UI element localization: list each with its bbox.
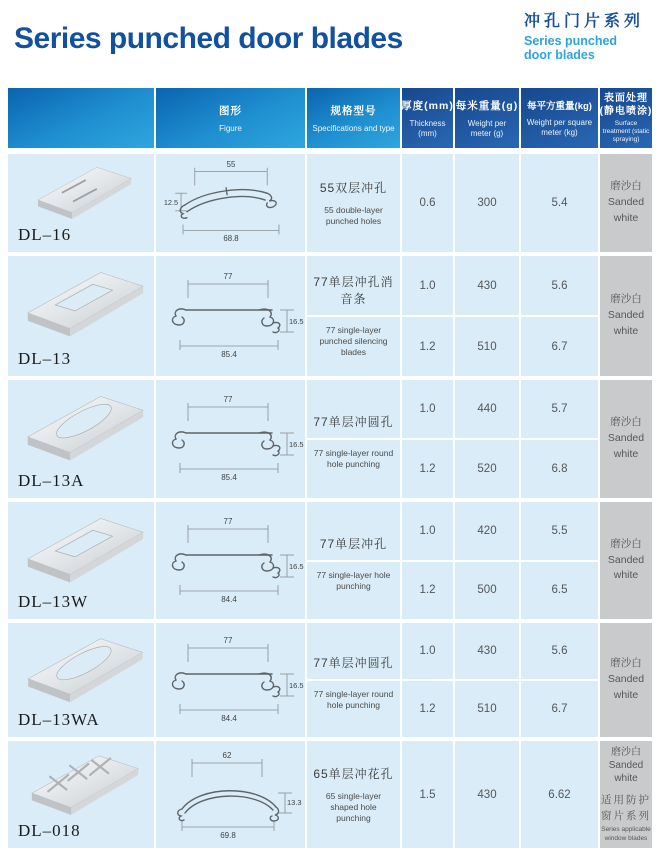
table-row (8, 741, 652, 848)
cross-section-cell (156, 741, 305, 848)
dim-top: 77 (223, 395, 233, 404)
dim-bottom: 84.4 (221, 594, 237, 604)
product-name: DL–13 (18, 349, 72, 368)
dim-side: 12.5 (163, 197, 179, 207)
product-photo-cell (8, 741, 154, 848)
weight-per-sqm-value: 6.8 (521, 438, 598, 498)
surface-cell (600, 380, 652, 498)
spec-en: 65 single-layer shaped hole punching (325, 790, 382, 824)
weight-per-sqm-cell (521, 154, 598, 252)
weight-per-meter-cell (455, 502, 519, 619)
dim-bottom: 85.4 (221, 473, 237, 482)
cross-section-diagram-dl018 (156, 747, 305, 843)
product-photo-dl018 (12, 744, 150, 824)
product-photo-cell (8, 256, 154, 376)
spec-cell (307, 502, 400, 619)
product-name: DL–16 (18, 225, 72, 244)
column-header-figure (156, 88, 305, 148)
surface-en: Sanded white (607, 673, 645, 701)
weight-per-sqm-value: 6.7 (521, 315, 598, 376)
spec-cell (307, 741, 400, 848)
dim-side: 16.5 (289, 681, 304, 690)
weight-per-sqm-value: 6.5 (521, 560, 598, 620)
weight-sqm-header-en: Weight per square meter (kg) (526, 118, 593, 138)
spec-header-cn: 规格型号 (330, 104, 377, 117)
dim-side: 16.5 (289, 440, 304, 449)
spec-cn: 55双层冲孔 (319, 180, 388, 195)
thickness-header-en: Thickness (mm) (409, 118, 446, 138)
surface-extra-cn: 适用防护窗片系列 (601, 793, 651, 822)
cross-section-diagram-dl13w (156, 513, 305, 609)
surface-header-cn-line2: (静电喷涂) (599, 106, 653, 117)
spec-cn: 77单层冲孔消音条 (313, 275, 394, 306)
spec-cell (307, 380, 400, 498)
spec-cn: 77单层冲圆孔 (313, 656, 394, 670)
product-photo-cell (8, 380, 154, 498)
weight-per-meter-value: 430 (477, 645, 497, 657)
product-photo-cell (8, 502, 154, 619)
product-spec-table (8, 88, 652, 848)
product-photo-cell (8, 623, 154, 737)
page-subtitle-line1: Series punched (523, 34, 618, 48)
page-title-chinese: 冲孔门片系列 (523, 13, 644, 30)
thickness-cell (402, 154, 453, 252)
cross-section-cell (156, 380, 305, 498)
spec-cn: 65单层冲花孔 (313, 766, 394, 781)
thickness-cell (402, 741, 453, 848)
thickness-value: 1.0 (419, 279, 436, 292)
thickness-value: 1.0 (419, 403, 436, 415)
dim-top: 62 (222, 750, 232, 760)
thickness-value: 1.2 (402, 315, 453, 376)
page-header (0, 0, 660, 88)
weight-sqm-header-cn: 每平方重量(kg) (527, 101, 592, 113)
spec-en: 77 single-layer hole punching (316, 569, 391, 591)
weight-per-meter-value: 440 (477, 403, 497, 415)
product-name: DL–018 (18, 821, 81, 840)
product-photo-cell (8, 154, 154, 252)
page-title: Series punched door blades (14, 22, 403, 55)
cross-section-diagram-dl13a (156, 391, 305, 487)
thickness-value: 1.0 (419, 524, 436, 537)
weight-per-meter-value: 500 (455, 560, 519, 620)
surface-header-en: Surface treatment (static spraying) (602, 120, 650, 144)
page-subtitle-line2: door blades (523, 48, 595, 63)
figure-header-en: Figure (219, 123, 242, 133)
dim-side: 13.3 (287, 797, 302, 807)
surface-cell (600, 256, 652, 376)
dim-top: 77 (223, 272, 233, 281)
surface-cell (600, 623, 652, 737)
weight-m-header-en: Weight per meter (g) (467, 118, 507, 138)
surface-cn: 磨沙白 (610, 537, 642, 550)
spec-cn: 77单层冲圆孔 (313, 415, 394, 429)
weight-per-meter-cell (455, 380, 519, 498)
weight-m-header-cn: 每米重量(g) (455, 99, 519, 112)
dim-bottom: 69.8 (220, 830, 236, 840)
spec-en: 55 double-layer punched holes (324, 204, 383, 226)
thickness-header-cn: 厚度(mm) (401, 99, 454, 112)
surface-en: Sanded white (608, 759, 644, 784)
cross-section-cell (156, 256, 305, 376)
dim-top: 77 (223, 516, 233, 526)
dim-top: 55 (226, 159, 236, 169)
weight-per-sqm-cell (521, 380, 598, 498)
column-header-weight-per-sqm (521, 88, 598, 148)
product-photo-dl16 (12, 157, 150, 227)
surface-en: Sanded white (607, 432, 645, 460)
weight-per-sqm-value: 5.5 (551, 524, 568, 537)
page-title-chinese-block (524, 8, 644, 63)
dim-bottom: 68.8 (223, 234, 239, 244)
cross-section-cell (156, 154, 305, 252)
table-row (8, 256, 652, 376)
surface-header-cn (600, 92, 653, 118)
surface-extra-en: Series applicable window blades (601, 826, 651, 842)
weight-per-sqm-cell (521, 741, 598, 848)
dim-top: 77 (223, 636, 233, 645)
surface-cn: 磨沙白 (610, 416, 642, 429)
weight-per-meter-value: 510 (455, 315, 519, 376)
weight-per-meter-value: 430 (477, 279, 497, 292)
surface-cell (600, 502, 652, 619)
surface-en: Sanded white (607, 196, 645, 224)
surface-en: Sanded white (607, 553, 645, 582)
thickness-value: 1.2 (402, 438, 453, 498)
weight-per-meter-value: 420 (477, 524, 497, 537)
thickness-cell (402, 256, 453, 376)
product-name: DL–13WA (18, 710, 100, 729)
thickness-cell (402, 380, 453, 498)
thickness-value: 1.2 (402, 560, 453, 620)
column-header-weight-per-meter (455, 88, 519, 148)
product-name: DL–13A (18, 471, 85, 490)
dim-side: 16.5 (289, 317, 304, 326)
dim-side: 16.5 (289, 561, 304, 571)
column-header-product (8, 88, 154, 148)
cross-section-diagram-dl13 (156, 268, 305, 364)
thickness-value: 1.5 (419, 788, 436, 801)
weight-per-meter-value: 430 (477, 788, 497, 801)
column-header-surface (600, 88, 652, 148)
weight-per-sqm-cell (521, 502, 598, 619)
surface-cell (600, 154, 652, 252)
product-photo-dl13 (12, 259, 150, 347)
product-photo-dl13a (12, 383, 150, 471)
weight-per-meter-cell (455, 154, 519, 252)
surface-cn: 磨沙白 (610, 657, 642, 670)
weight-per-sqm-value: 6.62 (548, 788, 571, 801)
thickness-value: 0.6 (419, 197, 436, 209)
spec-header-en: Specifications and type (312, 123, 395, 133)
surface-cn: 磨沙白 (611, 746, 641, 758)
spec-cell (307, 154, 400, 252)
cross-section-cell (156, 623, 305, 737)
surface-cn: 磨沙白 (610, 180, 642, 193)
dim-bottom: 84.4 (221, 714, 237, 723)
surface-cell (600, 741, 652, 848)
surface-en: Sanded white (607, 309, 645, 337)
cross-section-cell (156, 502, 305, 619)
cross-section-diagram-dl13wa (156, 632, 305, 728)
dim-bottom: 85.4 (221, 350, 237, 359)
table-row (8, 502, 652, 619)
cross-section-diagram-dl16 (156, 156, 305, 250)
thickness-value: 1.0 (419, 645, 436, 657)
product-photo-dl13w (12, 505, 150, 593)
weight-per-sqm-cell (521, 623, 598, 737)
spec-cell (307, 623, 400, 737)
weight-per-meter-value: 510 (455, 679, 519, 737)
page-subtitle-english (524, 34, 644, 63)
spec-en: 77 single-layer punched silencing blades (319, 325, 388, 358)
figure-header-cn: 图形 (219, 104, 242, 117)
spec-en: 77 single-layer round hole punching (313, 448, 394, 470)
table-row (8, 623, 652, 737)
weight-per-sqm-value: 5.7 (551, 403, 568, 415)
table-row (8, 380, 652, 498)
column-header-thickness (402, 88, 453, 148)
table-row (8, 154, 652, 252)
weight-per-meter-cell (455, 623, 519, 737)
weight-per-meter-cell (455, 256, 519, 376)
weight-per-meter-value: 520 (455, 438, 519, 498)
weight-per-sqm-value: 5.4 (551, 197, 568, 209)
weight-per-sqm-value: 5.6 (551, 645, 568, 657)
table-header-row (8, 88, 652, 148)
surface-cn: 磨沙白 (610, 293, 642, 306)
surface-header-cn-line1: 表面处理 (604, 93, 648, 104)
thickness-value: 1.2 (402, 679, 453, 737)
weight-per-sqm-cell (521, 256, 598, 376)
spec-en: 77 single-layer round hole punching (313, 689, 394, 711)
spec-cell (307, 256, 400, 376)
column-header-spec (307, 88, 400, 148)
weight-per-meter-cell (455, 741, 519, 848)
thickness-cell (402, 623, 453, 737)
weight-per-sqm-value: 6.7 (521, 679, 598, 737)
weight-per-meter-value: 300 (477, 197, 497, 209)
thickness-cell (402, 502, 453, 619)
weight-per-sqm-value: 5.6 (551, 279, 568, 292)
product-name: DL–13W (18, 592, 89, 611)
spec-cn: 77单层冲孔 (319, 536, 388, 551)
product-photo-dl13wa (12, 626, 150, 712)
